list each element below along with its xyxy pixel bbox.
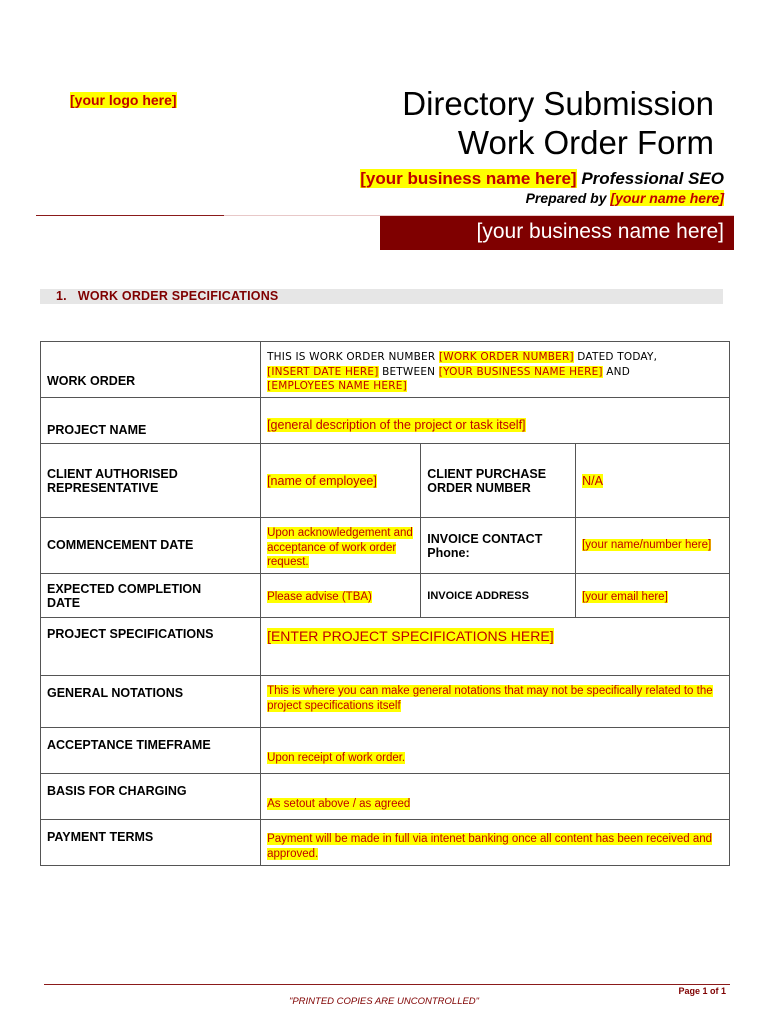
row-payment <box>41 820 730 866</box>
completion-value: Please advise (TBA) <box>267 590 372 603</box>
invoice-contact-value: [your name/number here] <box>582 539 712 552</box>
logo-placeholder: [your logo here] <box>70 92 177 108</box>
value-work-order <box>261 342 730 398</box>
value-client-rep <box>261 444 421 518</box>
work-order-text-2: DATED TODAY, <box>577 351 658 363</box>
page-number: Page 1 of 1 <box>678 986 726 996</box>
charging-value: As setout above / as agreed <box>267 798 411 810</box>
footer-rule <box>44 984 730 985</box>
work-order-text-3: BETWEEN <box>382 365 436 378</box>
work-order-text-4: AND <box>606 365 631 378</box>
notations-value: This is where you can make general notations that may not be specifically related to the project specifications itself <box>267 685 713 712</box>
label-project-name: PROJECT NAME <box>41 398 261 444</box>
business-name-placeholder: [your business name here] <box>360 169 577 188</box>
insert-date-placeholder: [INSERT DATE HERE] <box>267 365 379 378</box>
label-work-order: WORK ORDER <box>41 342 261 398</box>
name-placeholder: [your name here] <box>610 190 724 206</box>
value-po-number <box>576 444 730 518</box>
your-business-placeholder: [YOUR BUSINESS NAME HERE] <box>438 365 603 378</box>
specifications-placeholder: [ENTER PROJECT SPECIFICATIONS HERE] <box>267 628 554 644</box>
work-order-table <box>40 341 730 866</box>
label-payment: PAYMENT TERMS <box>41 820 261 866</box>
value-completion <box>261 574 421 618</box>
value-invoice-contact <box>576 518 730 574</box>
section-number: 1. <box>56 289 67 303</box>
title-line-1: Directory Submission <box>402 85 714 122</box>
business-banner <box>380 216 734 250</box>
row-charging <box>41 774 730 820</box>
value-specifications <box>261 618 730 676</box>
commencement-value: Upon acknowledgement and acceptance of work order request. <box>267 527 413 568</box>
label-charging: BASIS FOR CHARGING <box>41 774 261 820</box>
label-commencement: COMMENCEMENT DATE <box>41 518 261 574</box>
label-acceptance: ACCEPTANCE TIMEFRAME <box>41 728 261 774</box>
value-commencement <box>261 518 421 574</box>
label-specifications: PROJECT SPECIFICATIONS <box>41 618 261 676</box>
label-invoice-contact <box>421 518 576 574</box>
row-acceptance <box>41 728 730 774</box>
section-title-text: WORK ORDER SPECIFICATIONS <box>77 289 279 303</box>
uncontrolled-notice: "PRINTED COPIES ARE UNCONTROLLED" <box>288 996 480 1007</box>
row-work-order <box>41 342 730 398</box>
row-completion <box>41 574 730 618</box>
value-invoice-address <box>576 574 730 618</box>
header-rule <box>36 215 224 216</box>
row-client-rep <box>41 444 730 518</box>
po-number-value: N/A <box>582 473 603 488</box>
professional-seo-text: Professional SEO <box>581 169 724 188</box>
value-acceptance <box>261 728 730 774</box>
prepared-by-line <box>526 190 724 206</box>
row-commencement <box>41 518 730 574</box>
value-payment <box>261 820 730 866</box>
acceptance-value: Upon receipt of work order. <box>267 752 406 764</box>
value-charging <box>261 774 730 820</box>
page-title <box>402 84 714 162</box>
label-client-rep: CLIENT AUTHORISED REPRESENTATIVE <box>41 444 261 518</box>
label-invoice-address: INVOICE ADDRESS <box>421 574 576 618</box>
row-notations <box>41 676 730 728</box>
title-line-2: Work Order Form <box>457 124 714 161</box>
banner-text: [your business name here] <box>476 220 724 243</box>
invoice-address-value: [your email here] <box>582 590 668 603</box>
value-notations <box>261 676 730 728</box>
prepared-by-label: Prepared by <box>525 190 607 206</box>
payment-value: Payment will be made in full via intenet banking once all content has been received and approved. <box>267 833 713 860</box>
invoice-contact-label: INVOICE CONTACT <box>427 531 543 546</box>
row-specifications <box>41 618 730 676</box>
phone-label: Phone: <box>427 545 470 560</box>
value-project-name <box>261 398 730 444</box>
work-order-text-1: THIS IS WORK ORDER NUMBER <box>267 351 436 363</box>
label-po-number: CLIENT PURCHASE ORDER NUMBER <box>421 444 576 518</box>
row-project-name <box>41 398 730 444</box>
label-completion: EXPECTED COMPLETION DATE <box>41 574 261 618</box>
business-line <box>360 169 724 189</box>
section-title <box>56 289 278 303</box>
label-notations: GENERAL NOTATIONS <box>41 676 261 728</box>
work-order-number-placeholder: [WORK ORDER NUMBER] <box>438 351 574 363</box>
employees-name-placeholder: [EMPLOYEES NAME HERE] <box>267 380 407 392</box>
section-header <box>40 289 723 304</box>
employee-name-placeholder: [name of employee] <box>267 473 377 488</box>
project-name-placeholder: [general description of the project or task itself] <box>267 418 526 432</box>
